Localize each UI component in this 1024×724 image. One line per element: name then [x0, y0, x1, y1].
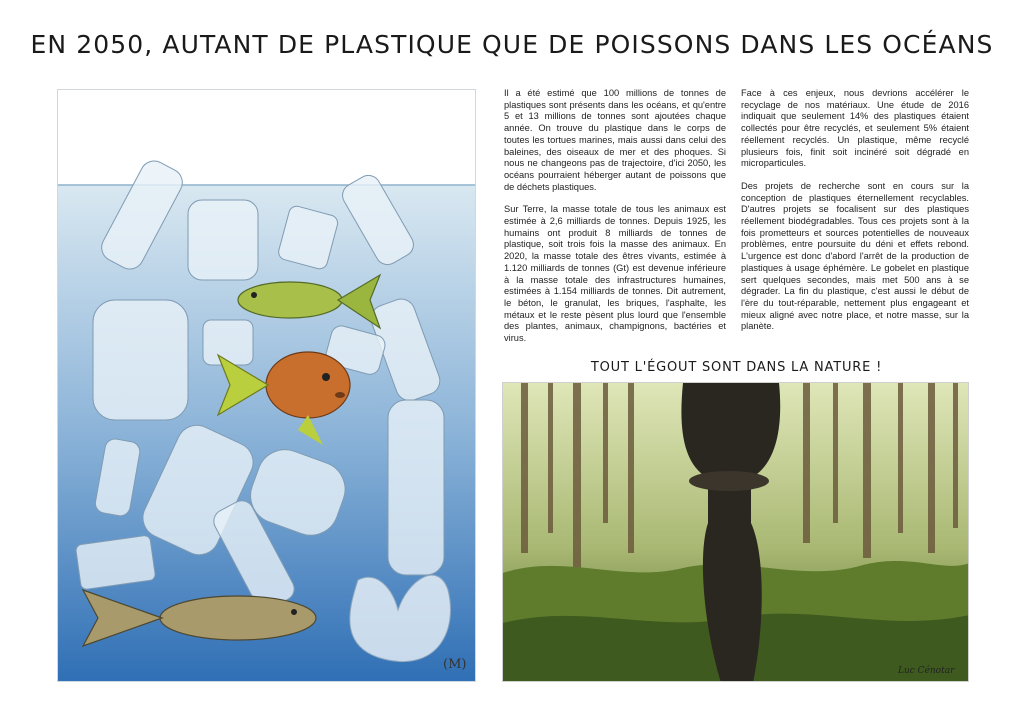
article-column-right	[741, 88, 969, 344]
ocean-plastic-illustration	[57, 89, 476, 682]
paragraph: Sur Terre, la masse totale de tous les animaux est estimée à 2,6 milliards de tonnes. Depuis 1925, les humains ont produit 8 milliards de tonnes de plastique, soit trois fois la masse des animaux. En 2020, la masse totale des êtres vivants, estimée à 1.120 milliards de tonnes (Gt) est devenue inférieure à la masse totale des infrastructures humaines, estimées à 1.154 milliards de tonnes. Dit autrement, le béton, le granulat, les briques, l'asphalte, les métaux et le reste pèsent plus lourd que l'ensemble des plantes, animaux, champignons, bactéries et virus.	[504, 204, 726, 344]
forest-signature: Luc Cénotar	[898, 666, 955, 676]
page-title: EN 2050, AUTANT DE PLASTIQUE QUE DE POISSONS DANS LES OCÉANS	[30, 30, 994, 59]
paragraph: Des projets de recherche sont en cours sur la conception de plastiques éternellement recyclables. D'autres projets se focalisent sur des plastiques réellement biodégradables. Tous ces projets sont à la fois prometteurs et sources potentielles de nouveaux problèmes, entre poursuite du déni et effets rebond. L'urgence est donc d'abord l'arrêt de la production de plastiques à usage éphémère. Le gobelet en plastique sert quelques secondes, mais met 500 ans à se dégrader. La fin du plastique, c'est aussi le début de l'ère du tout-réparable, nettement plus engageant et mieux aligné avec notre place, et notre masse, sur la planète.	[741, 180, 969, 332]
illustration-caption: TOUT L'ÉGOUT SONT DANS LA NATURE !	[590, 360, 883, 375]
paragraph: Il a été estimé que 100 millions de tonnes de plastiques sont présents dans les océans, et qu'entre 5 et 13 millions de tonnes sont ajoutées chaque année. On trouve du plastique dans le corps de toutes les tortues marines, mais aussi dans celui des baleines, des oiseaux de mer et des phoques. Si nous ne changeons pas de trajectoire, d'ici 2050, les océans pourraient héberger autant de poissons que de déchets plastiques.	[504, 88, 726, 192]
forest-sewage-illustration	[502, 382, 969, 682]
ocean-signature: (M)	[443, 657, 467, 672]
paragraph: Face à ces enjeux, nous devrions accélérer le recyclage de nos matériaux. Une étude de 2016 indiquait que seulement 14% des plastiques étaient collectés pour être recyclés, et seulement 5% étaient réellement recyclés. Un plastique, même recyclé plusieurs fois, finit soit incinéré soit dégradé en microparticules.	[741, 88, 969, 169]
article-column-left	[504, 88, 726, 356]
